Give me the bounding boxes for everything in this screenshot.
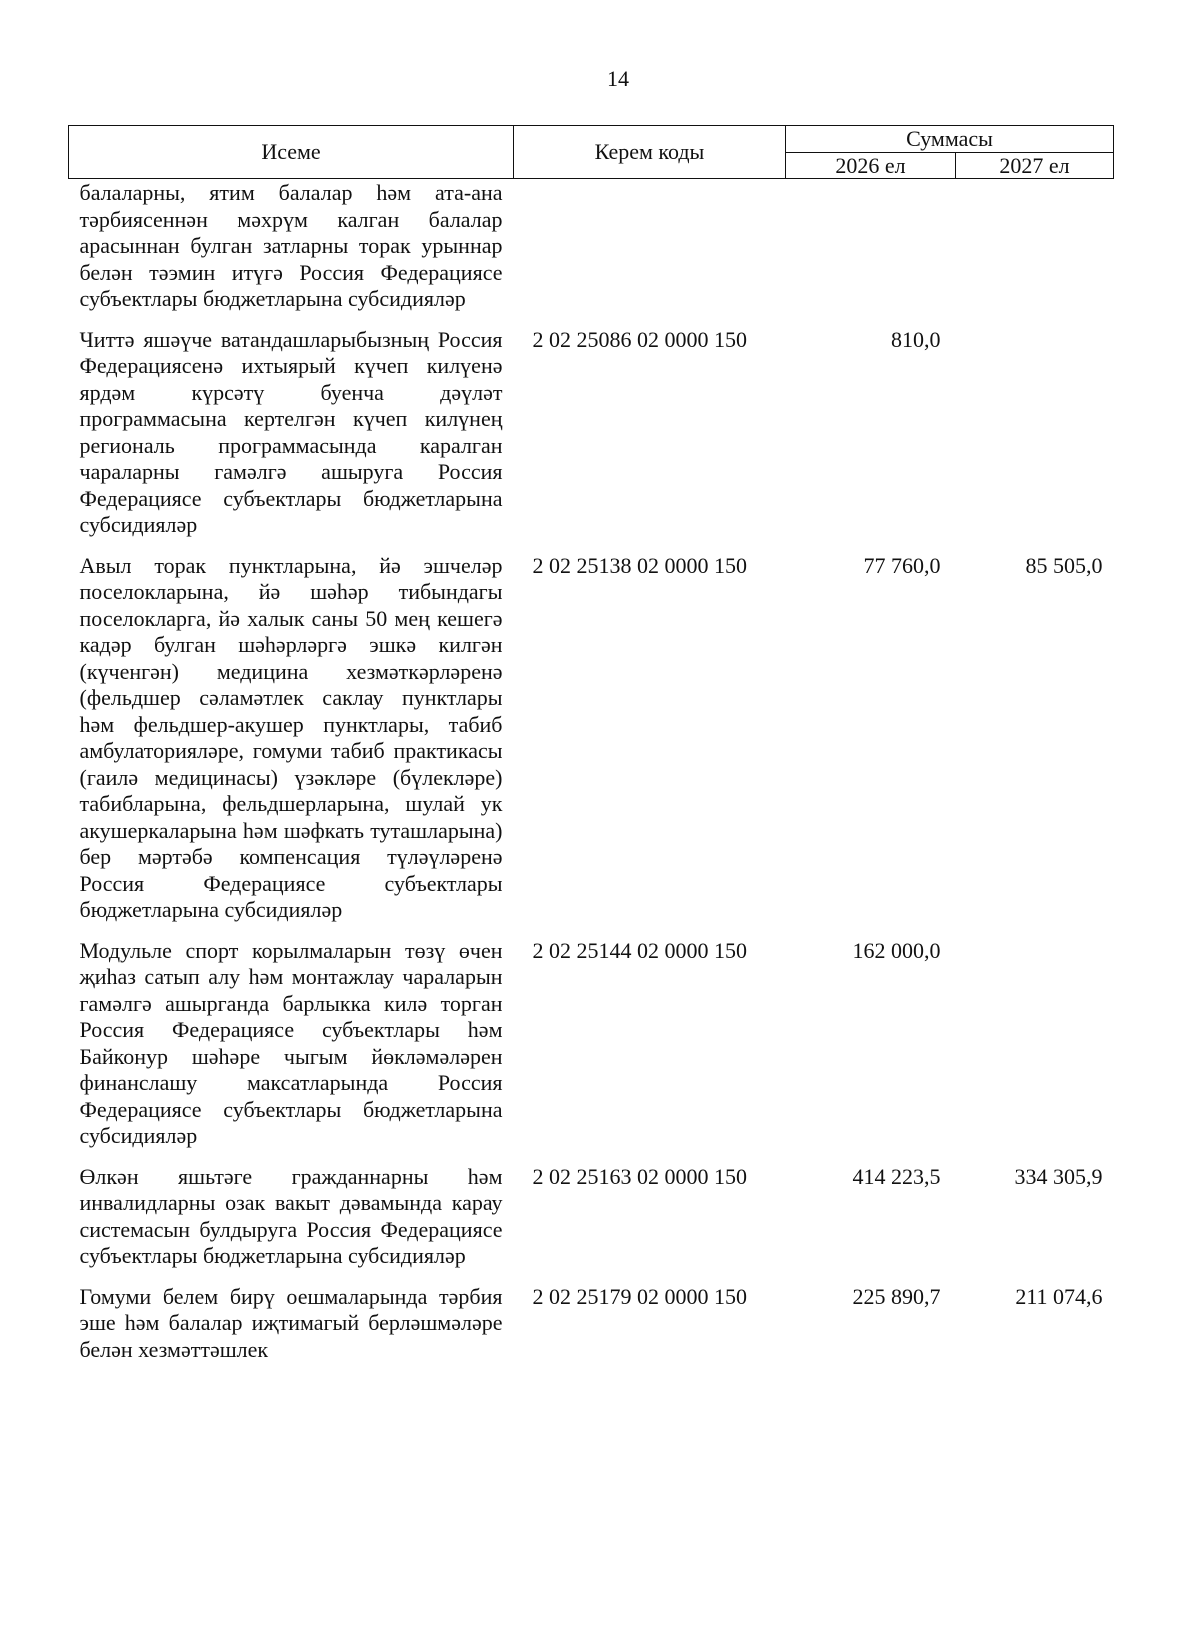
table-header bbox=[69, 126, 1114, 179]
row-amount-2027 bbox=[956, 938, 1114, 1164]
row-name: Читтә яшәүче ватандашларыбызның Россия Федерациясенә ихтыярый күчеп килүенә ярдәм күрсәтү буенча дәүләт программасына кертелгән күчеп килүнең региональ программасында каралган чараларны гамәлгә ашыруга Россия Федерациясе субъектлары бюджетларына субсидияләр bbox=[79, 326, 503, 537]
row-code: 2 02 25086 02 0000 150 bbox=[532, 326, 747, 352]
row-code: 2 02 25163 02 0000 150 bbox=[532, 1163, 747, 1189]
table-row bbox=[69, 553, 1114, 938]
header-name: Исеме bbox=[69, 126, 514, 179]
row-amount-2027: 211 074,6 bbox=[1015, 1283, 1103, 1309]
row-amount-2027 bbox=[956, 327, 1114, 553]
row-code bbox=[514, 179, 786, 327]
row-name: Авыл торак пунктларына, йә эшчеләр поселокларына, йә шәһәр тибындагы поселокларга, йә халык саны 50 мең кешегә кадәр булган шәһәрләргә эшкә килгән (күченгән) медицина хезмәткәрләренә (фельдшер сәламәтлек саклау пунктлары һәм фельдшер-акушер пунктлары, табиб амбулаторияләре, гомуми табиб практикасы (гаилә медицинасы) үзәкләре (бүлекләре) табибларына, фельдшерларына, шулай ук акушеркаларына һәм шәфкать туташларына) бер мәртәбә компенсация түләүләренә Россия Федерациясе субъектлары бюджетларына субсидияләр bbox=[79, 552, 503, 922]
row-amount-2026: 414 223,5 bbox=[852, 1163, 941, 1189]
table-row bbox=[69, 1164, 1114, 1284]
row-code: 2 02 25144 02 0000 150 bbox=[532, 937, 747, 963]
row-amount-2027: 334 305,9 bbox=[1014, 1163, 1103, 1189]
table-row bbox=[69, 1284, 1114, 1378]
budget-table bbox=[68, 125, 1114, 1377]
row-name: Гомуми белем бирү оешмаларында тәрбия эше һәм балалар иҗтимагый берләшмәләре белән хезмәттәшлек bbox=[79, 1283, 503, 1362]
table-body bbox=[69, 179, 1114, 1378]
table-row bbox=[69, 179, 1114, 327]
header-sum: Суммасы bbox=[786, 126, 1114, 153]
row-name: Өлкән яшьтәге гражданнарны һәм инвалидларны озак вакыт дәвамында карау системасын булдыруга Россия Федерациясе субъектлары бюджетларына субсидияләр bbox=[79, 1163, 503, 1268]
header-code: Керем коды bbox=[514, 126, 786, 179]
row-amount-2026 bbox=[786, 179, 956, 327]
row-amount-2026: 810,0 bbox=[891, 326, 941, 352]
row-name: балаларны, ятим балалар һәм ата-ана тәрбиясеннән мәхрүм калган балалар арасыннан булган затларны торак урыннар белән тәэмин итүгә Россия Федерациясе субъектлары бюджетларына субсидияләр bbox=[79, 180, 503, 311]
row-amount-2026: 77 760,0 bbox=[863, 552, 941, 578]
row-name: Модульле спорт корылмаларын төзү өчен җиһаз сатып алу һәм монтажлау чараларын гамәлгә ашырганда барлыкка килә торган Россия Федерациясе субъектлары һәм Байконур шәһәре чыгым йөкләмәләрен финанслашу максатларында Россия Федерациясе субъектлары бюджетларына субсидияләр bbox=[79, 937, 503, 1148]
row-amount-2026: 162 000,0 bbox=[852, 937, 941, 963]
row-code: 2 02 25179 02 0000 150 bbox=[532, 1283, 747, 1309]
row-amount-2027: 85 505,0 bbox=[1025, 552, 1103, 578]
table-row bbox=[69, 938, 1114, 1164]
row-amount-2027 bbox=[956, 179, 1114, 327]
table-row bbox=[69, 327, 1114, 553]
row-amount-2026: 225 890,7 bbox=[852, 1283, 941, 1309]
row-code: 2 02 25138 02 0000 150 bbox=[532, 552, 747, 578]
header-year-2027: 2027 ел bbox=[956, 153, 1114, 179]
page-number: 14 bbox=[607, 66, 629, 91]
header-year-2026: 2026 ел bbox=[786, 153, 956, 179]
